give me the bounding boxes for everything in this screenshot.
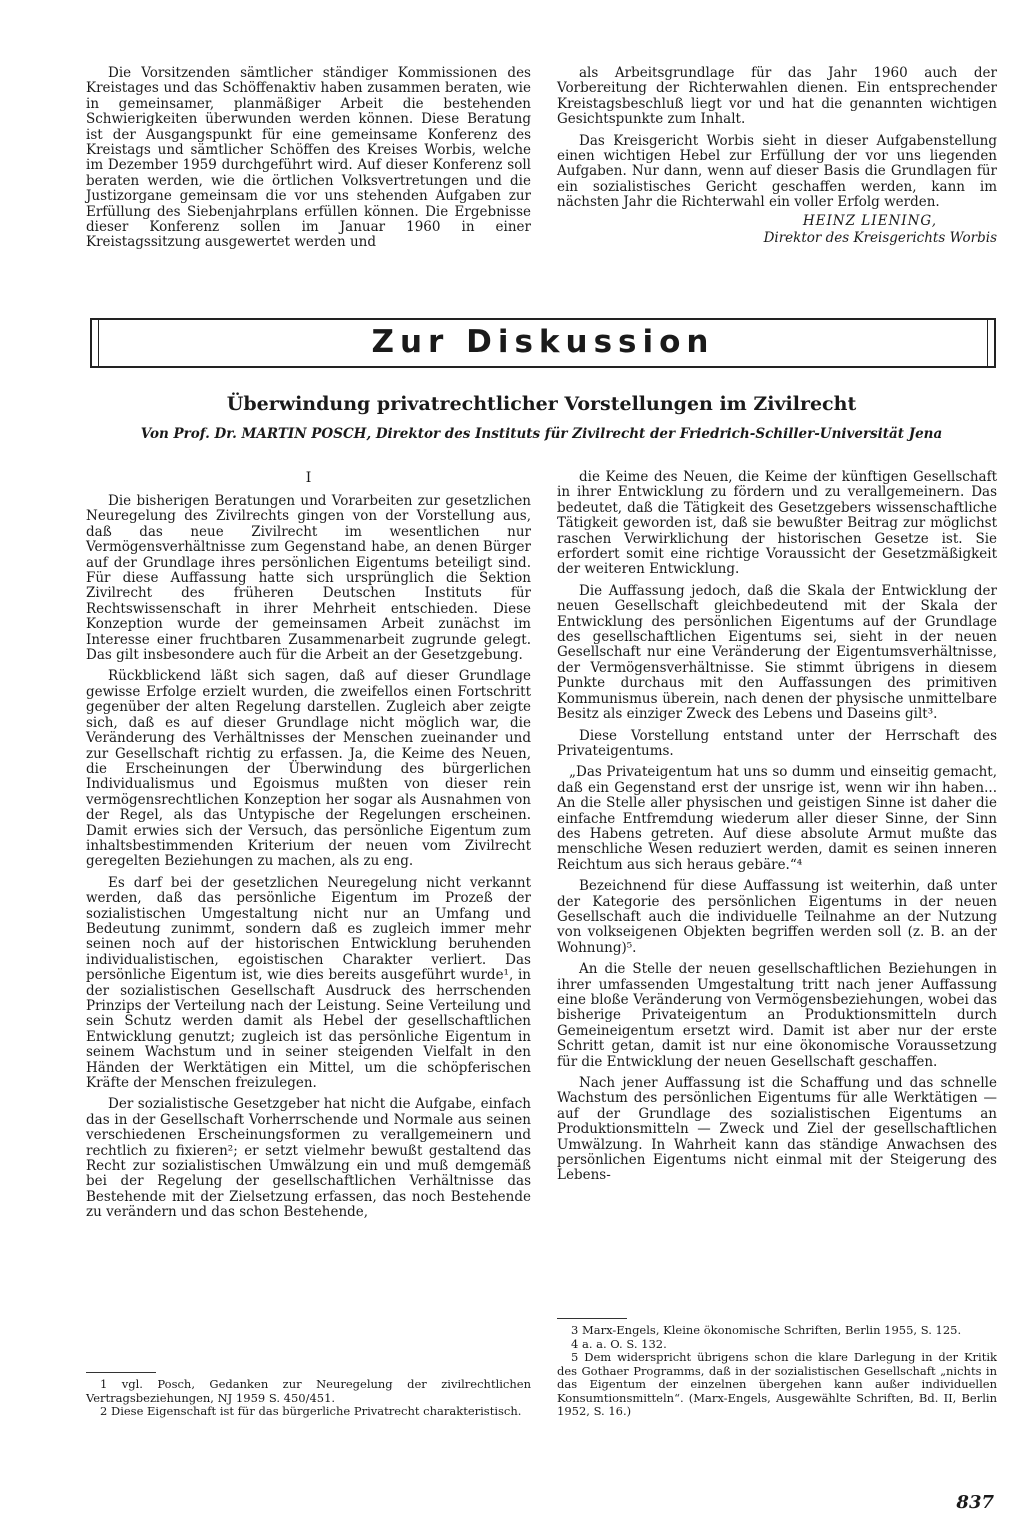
main-left-column [86, 470, 531, 1221]
paragraph: Die bisherigen Beratungen und Vorarbeiten zur gesetzlichen Neuregelung des Zivilrechts gingen von der Vorstellung aus, daß das neue Zivilrecht im wesentlichen nur Vermögensverhältnisse zum Gegenstand habe, an denen Bürger auf der Grundlage ihres persönlichen Eigentums beteiligt sind. Für diese Auffassung hatte sich ursprünglich die Sektion Zivilrecht des früheren Deutschen Instituts für Rechtswissenschaft in ihrer Mehrheit entschieden. Diese Konzeption wurde der gemeinsamen Arbeit zunächst im Interesse einer fruchtbaren Zusammenarbeit zugrunde gelegt. Das gilt insbesondere auch für die Arbeit an der Gesetzgebung. [86, 493, 531, 664]
banner-title: Zur Diskussion [371, 324, 715, 360]
paragraph: die Keime des Neuen, die Keime der künftigen Gesellschaft in ihrer Entwicklung zu fördern und zu verallgemeinern. Das bedeutet, daß die Tätigkeit des Gesetzgebers wissenschaftliche Tätigkeit geworden ist, daß sie bewußter Beitrag zur möglichst raschen Verwirklichung der historischen Gesetze ist. Sie erfordert somit eine richtige Voraussicht der Gesetzmäßigkeit der weiteren Entwicklung. [557, 469, 997, 578]
article-byline: Von Prof. Dr. MARTIN POSCH, Direktor des Instituts für Zivilrecht der Friedrich-Schiller-Universität Jena [140, 426, 943, 442]
article-title: Überwindung privatrechtlicher Vorstellungen im Zivilrecht [226, 393, 857, 415]
signature-title: Direktor des Kreisgerichts Worbis [763, 229, 997, 246]
top-left-column [86, 66, 531, 251]
footnotes-right [557, 1318, 997, 1419]
section-number: I [305, 470, 312, 486]
paragraph: Bezeichnend für diese Auffassung ist weiterhin, daß unter der Kategorie des persönlichen Eigentums in der neuen Gesellschaft auch die individuelle Teilnahme an der Nutzung von volkseigenen Objekten begriffen werden soll (z. B. an der Wohnung)⁵. [557, 878, 997, 956]
signature-name: HEINZ LIENING, [802, 212, 937, 229]
footnote: 1 vgl. Posch, Gedanken zur Neuregelung der zivilrechtlichen Vertragsbeziehungen, NJ 1959 S. 450/451. [86, 1377, 531, 1405]
footnote: 4 a. a. O. S. 132. [571, 1336, 667, 1351]
paragraph: Die Vorsitzenden sämtlicher ständiger Kommissionen des Kreistages und das Schöffenaktiv haben zusammen beraten, wie in gemeinsamer, planmäßiger Arbeit die bestehenden Schwierigkeiten überwunden werden können. Diese Beratung ist der Ausgangspunkt für eine gemeinsame Konferenz des Kreistags und sämtlicher Schöffen des Kreises Worbis, welche im Dezember 1959 durchgeführt wird. Auf dieser Konferenz soll beraten werden, wie die örtlichen Volksvertretungen und die Justizorgane gemeinsam die vor uns stehenden Aufgaben zur Erfüllung des Siebenjahrplans erfüllen können. Die Ergebnisse dieser Konferenz sollen im Januar 1960 in einer Kreistagssitzung ausgewertet werden und [86, 65, 531, 251]
top-right-column [557, 66, 997, 247]
section-banner [90, 318, 996, 368]
paragraph: Rückblickend läßt sich sagen, daß auf dieser Grundlage gewisse Erfolge erzielt wurden, die zweifellos einen Fortschritt gegenüber der alten Regelung darstellen. Zugleich aber zeigte sich, daß es auf dieser Grundlage nicht möglich war, die Veränderung des Verhältnisses der Menschen zueinander und zur Gesellschaft richtig zu erfassen. Ja, die Keime des Neuen, die Erscheinungen der Überwindung des bürgerlichen Individualismus und Egoismus mußten von dieser rein vermögensrechtlichen Konzeption her sogar als Ausnahmen von der Regel, als das Untypische der Regelungen erscheinen. Damit erwies sich der Versuch, das persönliche Eigentum zum inhaltsbestimmenden Kriterium der neuen vom Zivilrecht geregelten Beziehungen zu machen, als zu eng. [86, 668, 531, 870]
paragraph: Die Auffassung jedoch, daß die Skala der Entwicklung der neuen Gesellschaft gleichbedeutend mit der Skala der Entwicklung des persönlichen Eigentums auf der Grundlage des gesellschaftlichen Eigentums sei, sieht in der neuen Gesellschaft nur eine Veränderung der Eigentumsverhältnisse, der Vermögensverhältnisse. Sie stimmt übrigens in diesem Punkte durchaus mit den Auffassungen des primitiven Kommunismus überein, nach denen der physische unmittelbare Besitz als einziger Zweck des Lebens und Daseins gilt³. [557, 582, 997, 723]
paragraph: als Arbeitsgrundlage für das Jahr 1960 auch der Vorbereitung der Richterwahlen dienen. Ein entsprechender Kreistagsbeschluß liegt vor und hat die genannten wichtigen Gesichtspunkte zum Inhalt. [557, 65, 997, 128]
page-number: 837 [956, 1492, 994, 1513]
footnotes-left [86, 1372, 531, 1419]
footnote: 2 Diese Eigenschaft ist für das bürgerliche Privatrecht charakteristisch. [100, 1404, 522, 1418]
main-right-column [557, 470, 997, 1184]
paragraph: An die Stelle der neuen gesellschaftlichen Beziehungen in ihrer umfassenden Umgestaltung tritt nach jener Auffassung eine bloße Veränderung von Vermögensbeziehungen, wobei das bisherige Privateigentum an Produktionsmitteln durch Gemeineigentum ersetzt wird. Damit ist aber nur der erste Schritt getan, damit ist nur eine ökonomische Voraussetzung für die Entwicklung der neuen Gesellschaft geschaffen. [557, 961, 997, 1070]
paragraph: Diese Vorstellung entstand unter der Herrschaft des Privateigentums. [557, 727, 997, 759]
paragraph: Es darf bei der gesetzlichen Neuregelung nicht verkannt werden, daß das persönliche Eigentum im Prozeß der sozialistischen Umgestaltung nicht nur an Umfang und Bedeutung zunimmt, sondern daß es zugleich immer mehr seinen noch auf der historischen Entwicklung beruhenden individualistischen, egoistischen Charakter verliert. Das persönliche Eigentum ist, wie dies bereits ausgeführt wurde¹, in der sozialistischen Gesellschaft Ausdruck des herrschenden Prinzips der Verteilung nach der Leistung. Seine Verteilung und sein Schutz werden damit als Hebel der gesellschaftlichen Entwicklung genutzt; zugleich ist das persönliche Eigentum in seinem Wachstum und in seiner steigenden Vielfalt in den Händen der Werktätigen ein Mittel, um die schöpferischen Kräfte der Menschen freizulegen. [86, 874, 531, 1092]
footnote: 3 Marx-Engels, Kleine ökonomische Schriften, Berlin 1955, S. 125. [571, 1323, 962, 1337]
quotation: „Das Privateigentum hat uns so dumm und einseitig gemacht, daß ein Gegenstand erst der unsrige ist, wenn wir ihn haben... An die Stelle aller physischen und geistigen Sinne ist daher die einfache Entfremdung wiederum aller dieser Sinne, der Sinn des Habens getreten. Auf diese absolute Armut mußte das menschliche Wesen reduziert werden, damit es seinen inneren Reichtum aus sich heraus gebäre.“⁴ [557, 764, 997, 873]
paragraph: Nach jener Auffassung ist die Schaffung und das schnelle Wachstum des persönlichen Eigentums für alle Werktätigen — auf der Grundlage des sozialistischen Eigentums an Produktionsmitteln — Zweck und Ziel der gesellschaftlichen Umwälzung. In Wahrheit kann das ständige Anwachsen des persönlichen Eigentums nicht einmal mit der Steigerung des Lebens- [557, 1075, 997, 1184]
paragraph: Das Kreisgericht Worbis sieht in dieser Aufgabenstellung einen wichtigen Hebel zur Erfüllung der vor uns liegenden Aufgaben. Nur dann, wenn auf dieser Basis die Grundlagen für ein sozialistisches Gericht geschaffen werden, kann im nächsten Jahr die Richterwahl ein voller Erfolg werden. [557, 132, 997, 211]
footnote: 5 Dem widerspricht übrigens schon die klare Darlegung in der Kritik des Gothaer Programms, daß in der sozialistischen Gesellschaft „nichts in das Eigentum der einzelnen übergehen kann außer individuellen Konsumtionsmitteln“. (Marx-Engels, Ausgewählte Schriften, Bd. II, Berlin 1952, S. 16.) [557, 1350, 997, 1418]
signature-block [557, 213, 997, 247]
paragraph: Der sozialistische Gesetzgeber hat nicht die Aufgabe, einfach das in der Gesellschaft Vorherrschende und Normale aus seinen verschiedenen Erscheinungsformen zu verallgemeinern und rechtlich zu fixieren²; er setzt vielmehr bewußt gestaltend das Recht zur sozialistischen Umwälzung ein und muß demgemäß bei der Regelung der gesellschaftlichen Verhältnisse das Bestehende mit der Zielsetzung erfassen, das noch Bestehende zu verändern und das schon Bestehende, [86, 1096, 531, 1221]
